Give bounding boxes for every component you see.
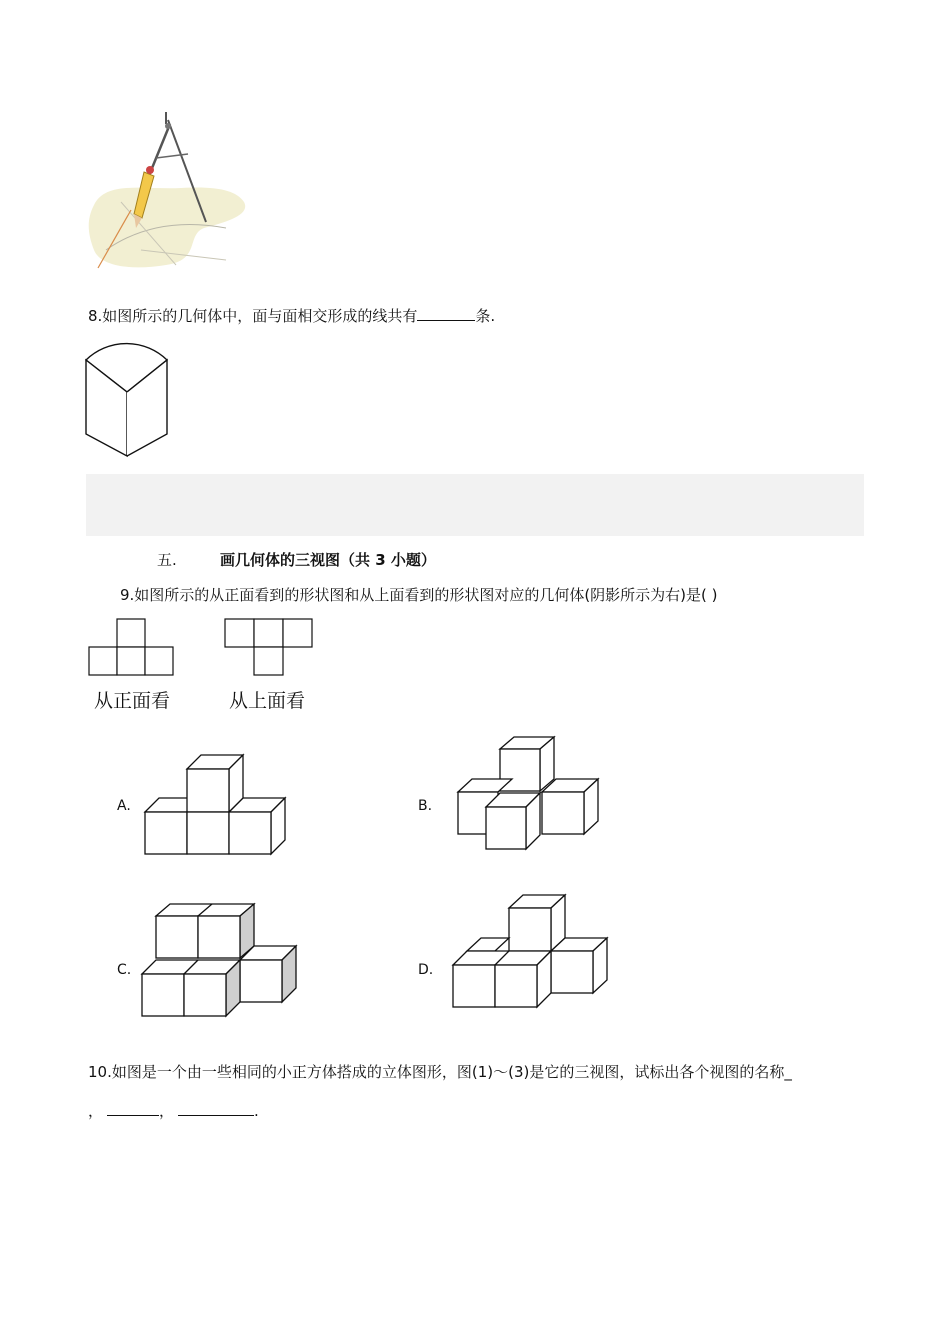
option-b-figure[interactable] [455, 735, 603, 853]
question-10-line-1: 10.如图是一个由一些相同的小正方体搭成的立体图形，图(1)～(3)是它的三视图，试标出各个视图的名称_ [88, 1063, 792, 1081]
section-title: 画几何体的三视图（共 3 小题） [220, 551, 436, 569]
section-number: 五. [157, 551, 177, 569]
question-9-text: 9.如图所示的从正面看到的形状图和从上面看到的形状图对应的几何体(阴影所示为右)是( ) [120, 586, 718, 604]
sentence-end: . [254, 1102, 259, 1120]
option-c-figure[interactable] [139, 902, 303, 1020]
top-view-figure [224, 618, 316, 678]
question-8-text: 8.如图所示的几何体中，面与面相交形成的线共有 [88, 307, 418, 325]
answer-blank [417, 306, 475, 321]
question-10-line-2 [88, 1101, 259, 1121]
option-b-label[interactable]: B. [418, 798, 433, 814]
separator-1: ， [88, 1102, 104, 1120]
front-view-label: 从正面看 [94, 690, 171, 712]
question-8-text-end: 条. [475, 307, 496, 325]
solid-figure-q8 [84, 334, 174, 459]
option-a-figure[interactable] [142, 752, 292, 858]
option-d-figure[interactable] [450, 892, 614, 1012]
front-view-figure [88, 618, 178, 678]
compass-illustration [86, 110, 251, 270]
answer-blank-2 [107, 1101, 159, 1116]
top-view-label: 从上面看 [229, 690, 306, 712]
option-d-label[interactable]: D. [418, 962, 434, 978]
question-8 [88, 306, 495, 326]
separator-2: ， [159, 1102, 175, 1120]
option-c-label[interactable]: C. [117, 962, 132, 978]
option-a-label[interactable]: A. [117, 798, 131, 814]
answer-blank-3 [178, 1101, 254, 1116]
gray-band [86, 474, 864, 536]
